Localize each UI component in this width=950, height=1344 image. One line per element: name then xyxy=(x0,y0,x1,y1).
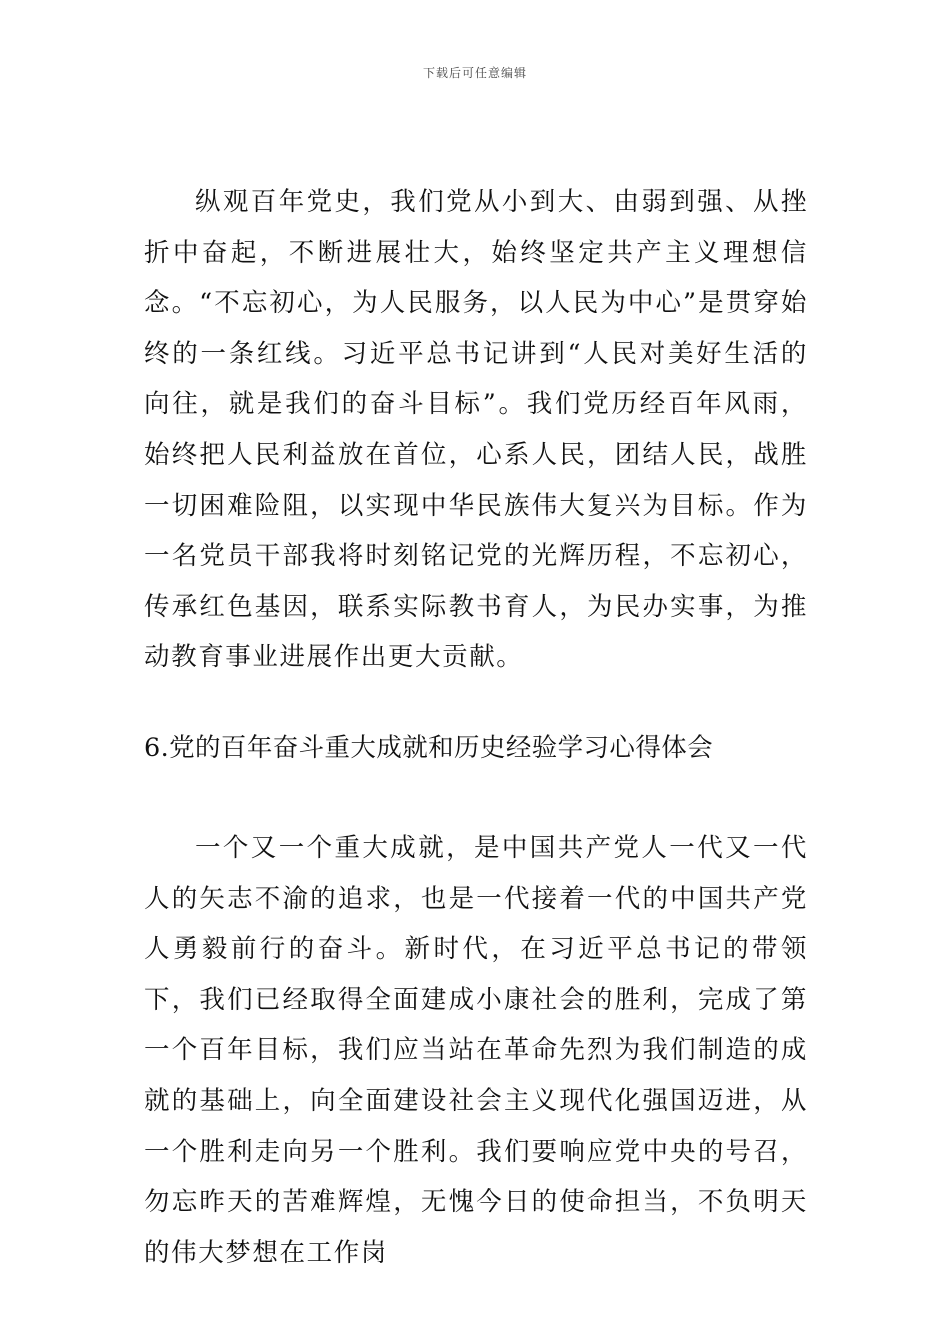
paragraph-1: 纵观百年党史，我们党从小到大、由弱到强、从挫折中奋起，不断进展壮大，始终坚定共产主义理想信念。“不忘初心，为人民服务，以人民为中心”是贯穿始终的一条红线。习近平总书记讲到“人民对美好生活的向往，就是我们的奋斗目标”。我们党历经百年风雨，始终把人民利益放在首位，心系人民，团结人民，战胜一切困难险阻，以实现中华民族伟大复兴为目标。作为一名党员干部我将时刻铭记党的光辉历程，不忘初心，传承红色基因，联系实际教书育人，为民办实事，为推动教育事业进展作出更大贡献。 xyxy=(144,187,808,673)
page-header: 下载后可任意编辑 xyxy=(422,66,527,80)
section-heading: 6.党的百年奋斗重大成就和历史经验学习心得体会 xyxy=(144,733,714,763)
paragraph-2: 一个又一个重大成就，是中国共产党人一代又一代人的矢志不渝的追求，也是一代接着一代的中国共产党人勇毅前行的奋斗。新时代，在习近平总书记的带领下，我们已经取得全面建成小康社会的胜利，完成了第一个百年目标，我们应当站在革命先烈为我们制造的成就的基础上，向全面建设社会主义现代化强国迈进，从一个胜利走向另一个胜利。我们要响应党中央的号召，勿忘昨天的苦难辉煌，无愧今日的使命担当，不负明天的伟大梦想在工作岗 xyxy=(144,833,808,1268)
